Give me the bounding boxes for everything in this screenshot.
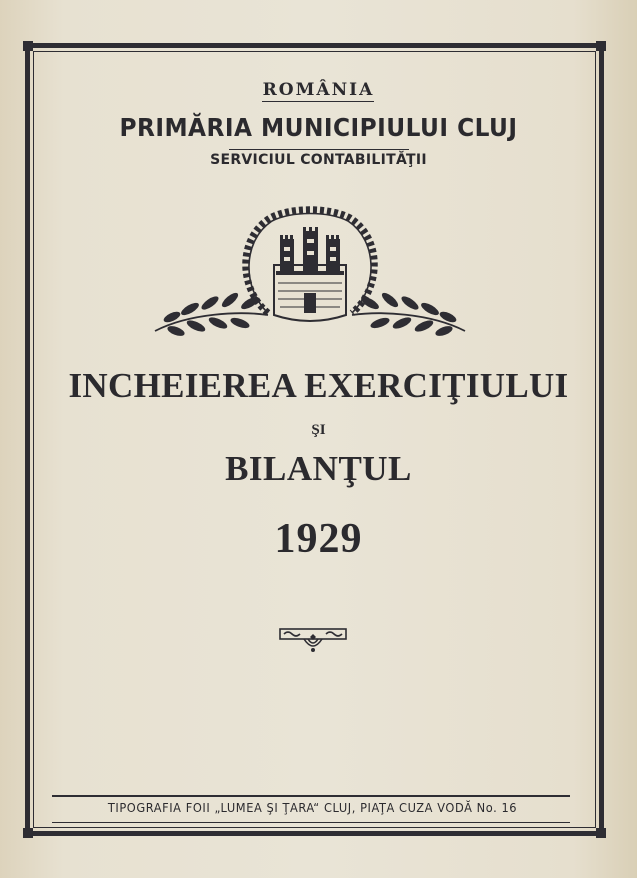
country-heading: ROMÂNIA xyxy=(262,80,375,100)
border-corner-top-left xyxy=(23,41,33,51)
footer-rule-bottom xyxy=(52,822,570,823)
cluj-coat-of-arms-icon xyxy=(150,203,470,343)
printer-imprint: TIPOGRAFIA FOII „LUMEA ŞI ŢARA“ CLUJ, PIAŢA CUZA VODĂ No. 16 xyxy=(107,801,518,815)
title-year: 1929 xyxy=(274,516,363,562)
footer-rule-top xyxy=(52,795,570,797)
country-underline xyxy=(262,101,374,102)
title-conjunction: ŞI xyxy=(311,422,326,438)
service-heading: SERVICIUL CONTABILITĂŢII xyxy=(210,152,427,168)
border-corner-top-right xyxy=(596,41,606,51)
institution-heading: PRIMĂRIA MUNICIPIULUI CLUJ xyxy=(119,113,518,142)
institution-underline xyxy=(229,149,409,150)
title-line-2: BILANŢUL xyxy=(225,449,412,488)
title-line-1: INCHEIEREA EXERCIŢIULUI xyxy=(68,366,569,405)
decorative-ornament-icon xyxy=(278,623,348,657)
border-corner-bottom-right xyxy=(596,828,606,838)
border-corner-bottom-left xyxy=(23,828,33,838)
